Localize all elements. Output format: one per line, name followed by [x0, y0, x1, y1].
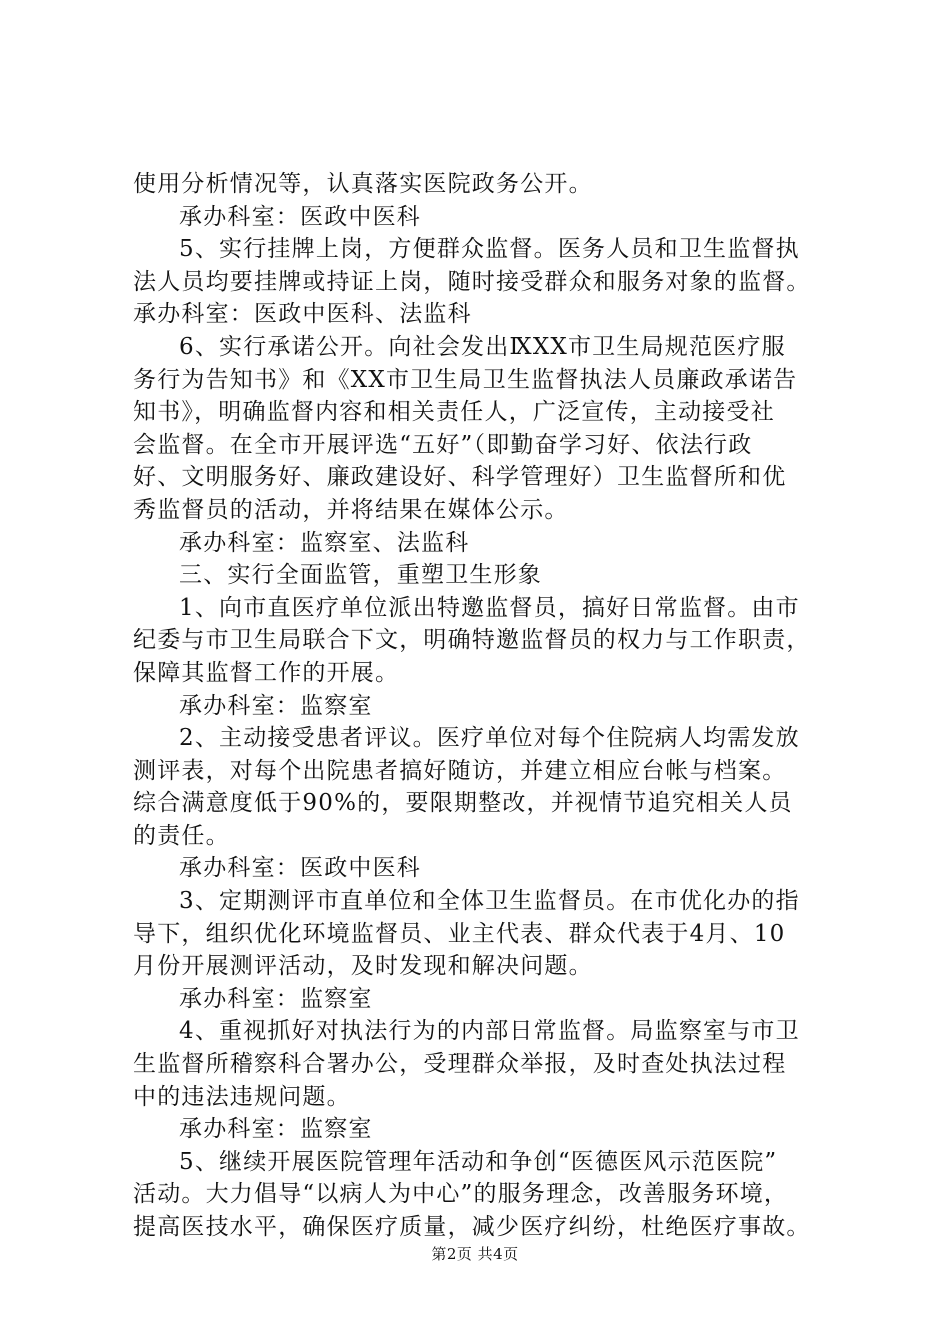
- text-line: 会监督。在全市开展评选“五好”（即勤奋学习好、依法行政: [133, 431, 753, 458]
- text-line: 使用分析情况等，认真落实医院政务公开。: [133, 171, 593, 197]
- text-line: 测评表，对每个出院患者搞好随访，并建立相应台帐与档案。: [133, 757, 787, 784]
- text-line: 纪委与市卫生局联合下文，明确特邀监督员的权力与工作职责，: [133, 627, 811, 654]
- text-line: 知书》，明确监督内容和相关责任人，广泛宣传，主动接受社: [133, 399, 775, 426]
- text-line: 承办科室：医政中医科、法监科: [133, 301, 472, 328]
- text-line: 承办科室：监察室: [179, 692, 373, 719]
- text-line: 3、定期测评市直单位和全体卫生监督员。在市优化办的指: [179, 888, 800, 915]
- text-line: 5、继续开展医院管理年活动和争创“医德医风示范医院”: [179, 1148, 778, 1175]
- text-line: 提高医技水平，确保医疗质量，减少医疗纠纷，杜绝医疗事故。: [133, 1214, 811, 1240]
- text-line: 承办科室：医政中医科: [179, 855, 421, 882]
- text-line: 承办科室：医政中医科: [179, 203, 421, 230]
- text-line: 生监督所稽察科合署办公，受理群众举报，及时查处执法过程: [133, 1051, 787, 1078]
- text-line: 综合满意度低于90%的，要限期整改，并视情节追究相关人员: [133, 790, 793, 817]
- text-line: 6、实行承诺公开。向社会发出ⅨXX市卫生局规范医疗服: [179, 333, 786, 360]
- text-line: 务行为告知书》和《XX市卫生局卫生监督执法人员廉政承诺告: [133, 366, 798, 393]
- document-body: [133, 168, 843, 1244]
- text-line: 好、文明服务好、廉政建设好、科学管理好）卫生监督所和优: [133, 464, 787, 491]
- text-line: 保障其监督工作的开展。: [133, 659, 400, 686]
- text-line: 中的违法违规问题。: [133, 1083, 351, 1110]
- text-line: 承办科室：监察室: [179, 1116, 373, 1143]
- text-line: 4、重视抓好对执法行为的内部日常监督。局监察室与市卫: [179, 1018, 800, 1045]
- text-line: 法人员均要挂牌或持证上岗，随时接受群众和服务对象的监督。: [133, 268, 811, 295]
- text-line: 2、主动接受患者评议。医疗单位对每个住院病人均需发放: [179, 725, 800, 752]
- text-line: 导下，组织优化环境监督员、业主代表、群众代表于4月、10: [133, 920, 786, 947]
- text-line: 5、实行挂牌上岗，方便群众监督。医务人员和卫生监督执: [179, 236, 800, 263]
- text-line: 的责任。: [133, 822, 230, 849]
- text-line: 秀监督员的活动，并将结果在媒体公示。: [133, 496, 569, 523]
- text-line: 月份开展测评活动，及时发现和解决问题。: [133, 953, 593, 980]
- text-line: 1、向市直医疗单位派出特邀监督员，搞好日常监督。由市: [179, 594, 800, 621]
- text-line: 承办科室：监察室、法监科: [179, 529, 470, 556]
- section-heading: 三、实行全面监管，重塑卫生形象: [179, 562, 542, 589]
- page-footer: 第2页 共4页: [431, 1245, 519, 1263]
- text-line: 活动。大力倡导“以病人为中心”的服务理念，改善服务环境，: [133, 1181, 789, 1208]
- text-line: 承办科室：监察室: [179, 985, 373, 1012]
